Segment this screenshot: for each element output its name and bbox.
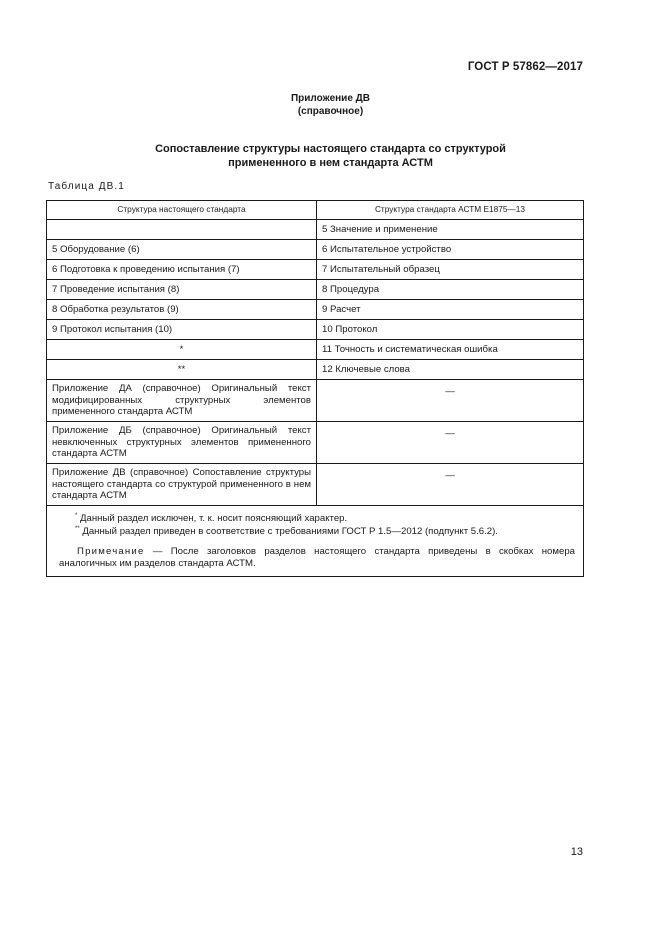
table-header-row xyxy=(47,201,584,220)
cell-dash: — xyxy=(317,464,584,506)
annex-heading xyxy=(0,92,661,118)
table-row xyxy=(47,280,584,300)
table-notes-row xyxy=(47,506,584,577)
section-title-line-2: примененного в нем стандарта АСТМ xyxy=(228,157,433,169)
table-row-annex xyxy=(47,380,584,422)
page-number: 13 xyxy=(570,846,583,858)
cell-annex-da: Приложение ДА (справочное) Оригинальный текст модифицированных структурных элементов примененного стандарта АСТМ xyxy=(47,380,317,422)
table-caption: Таблица ДВ.1 xyxy=(48,181,125,192)
footnote-mark: * xyxy=(75,513,78,519)
cell-astm-standard: 5 Значение и применение xyxy=(317,220,584,240)
section-title xyxy=(0,142,661,170)
cell-this-standard: 5 Оборудование (6) xyxy=(47,240,317,260)
cell-astm-standard: 12 Ключевые слова xyxy=(317,360,584,380)
section-title-line-1: Сопоставление структуры настоящего стандарта со структурой xyxy=(155,143,506,155)
footnote-2 xyxy=(59,524,575,537)
cell-astm-standard: 6 Испытательное устройство xyxy=(317,240,584,260)
cell-astm-standard: 7 Испытательный образец xyxy=(317,260,584,280)
table-row-annex xyxy=(47,464,584,506)
cell-astm-standard: 10 Протокол xyxy=(317,320,584,340)
cell-this-standard: 6 Подготовка к проведению испытания (7) xyxy=(47,260,317,280)
note-text: — После заголовков разделов настоящего стандарта приведены в скобках номера аналогичных им разделов стандарта АСТМ. xyxy=(59,546,575,569)
table-note xyxy=(59,546,575,570)
cell-this-standard: 8 Обработка результатов (9) xyxy=(47,300,317,320)
note-label: Примечание xyxy=(77,546,145,557)
cell-annex-dv: Приложение ДВ (справочное) Сопоставление структуры настоящего стандарта со структурой примененного в нем стандарта АСТМ xyxy=(47,464,317,506)
document-code: ГОСТ Р 57862—2017 xyxy=(467,61,583,73)
cell-this-standard: 7 Проведение испытания (8) xyxy=(47,280,317,300)
cell-dash: — xyxy=(317,380,584,422)
cell-this-standard xyxy=(47,220,317,240)
table-row xyxy=(47,220,584,240)
footnote-text: Данный раздел исключен, т. к. носит поясняющий характер. xyxy=(80,513,348,524)
notes-cell xyxy=(47,506,584,577)
table-row xyxy=(47,240,584,260)
structure-comparison-table xyxy=(46,200,584,577)
table-row xyxy=(47,360,584,380)
cell-footnote-mark: ** xyxy=(47,360,317,380)
table-row xyxy=(47,320,584,340)
cell-astm-standard: 11 Точность и систематическая ошибка xyxy=(317,340,584,360)
cell-dash: — xyxy=(317,422,584,464)
cell-this-standard: 9 Протокол испытания (10) xyxy=(47,320,317,340)
table-row xyxy=(47,300,584,320)
header-astm-standard: Структура стандарта АСТМ E1875—13 xyxy=(317,201,584,220)
annex-title: Приложение ДВ xyxy=(290,93,371,104)
annex-subtitle: (справочное) xyxy=(297,106,364,117)
table-row xyxy=(47,340,584,360)
footnote-1 xyxy=(59,511,575,524)
header-this-standard: Структура настоящего стандарта xyxy=(47,201,317,220)
cell-footnote-mark: * xyxy=(47,340,317,360)
footnote-mark: ** xyxy=(75,526,80,532)
table-row xyxy=(47,260,584,280)
cell-annex-db: Приложение ДБ (справочное) Оригинальный текст невключенных структурных элементов примененного стандарта АСТМ xyxy=(47,422,317,464)
table-row-annex xyxy=(47,422,584,464)
cell-astm-standard: 8 Процедура xyxy=(317,280,584,300)
footnote-text: Данный раздел приведен в соответствие с требованиями ГОСТ Р 1.5—2012 (подпункт 5.6.2). xyxy=(82,526,498,537)
cell-astm-standard: 9 Расчет xyxy=(317,300,584,320)
